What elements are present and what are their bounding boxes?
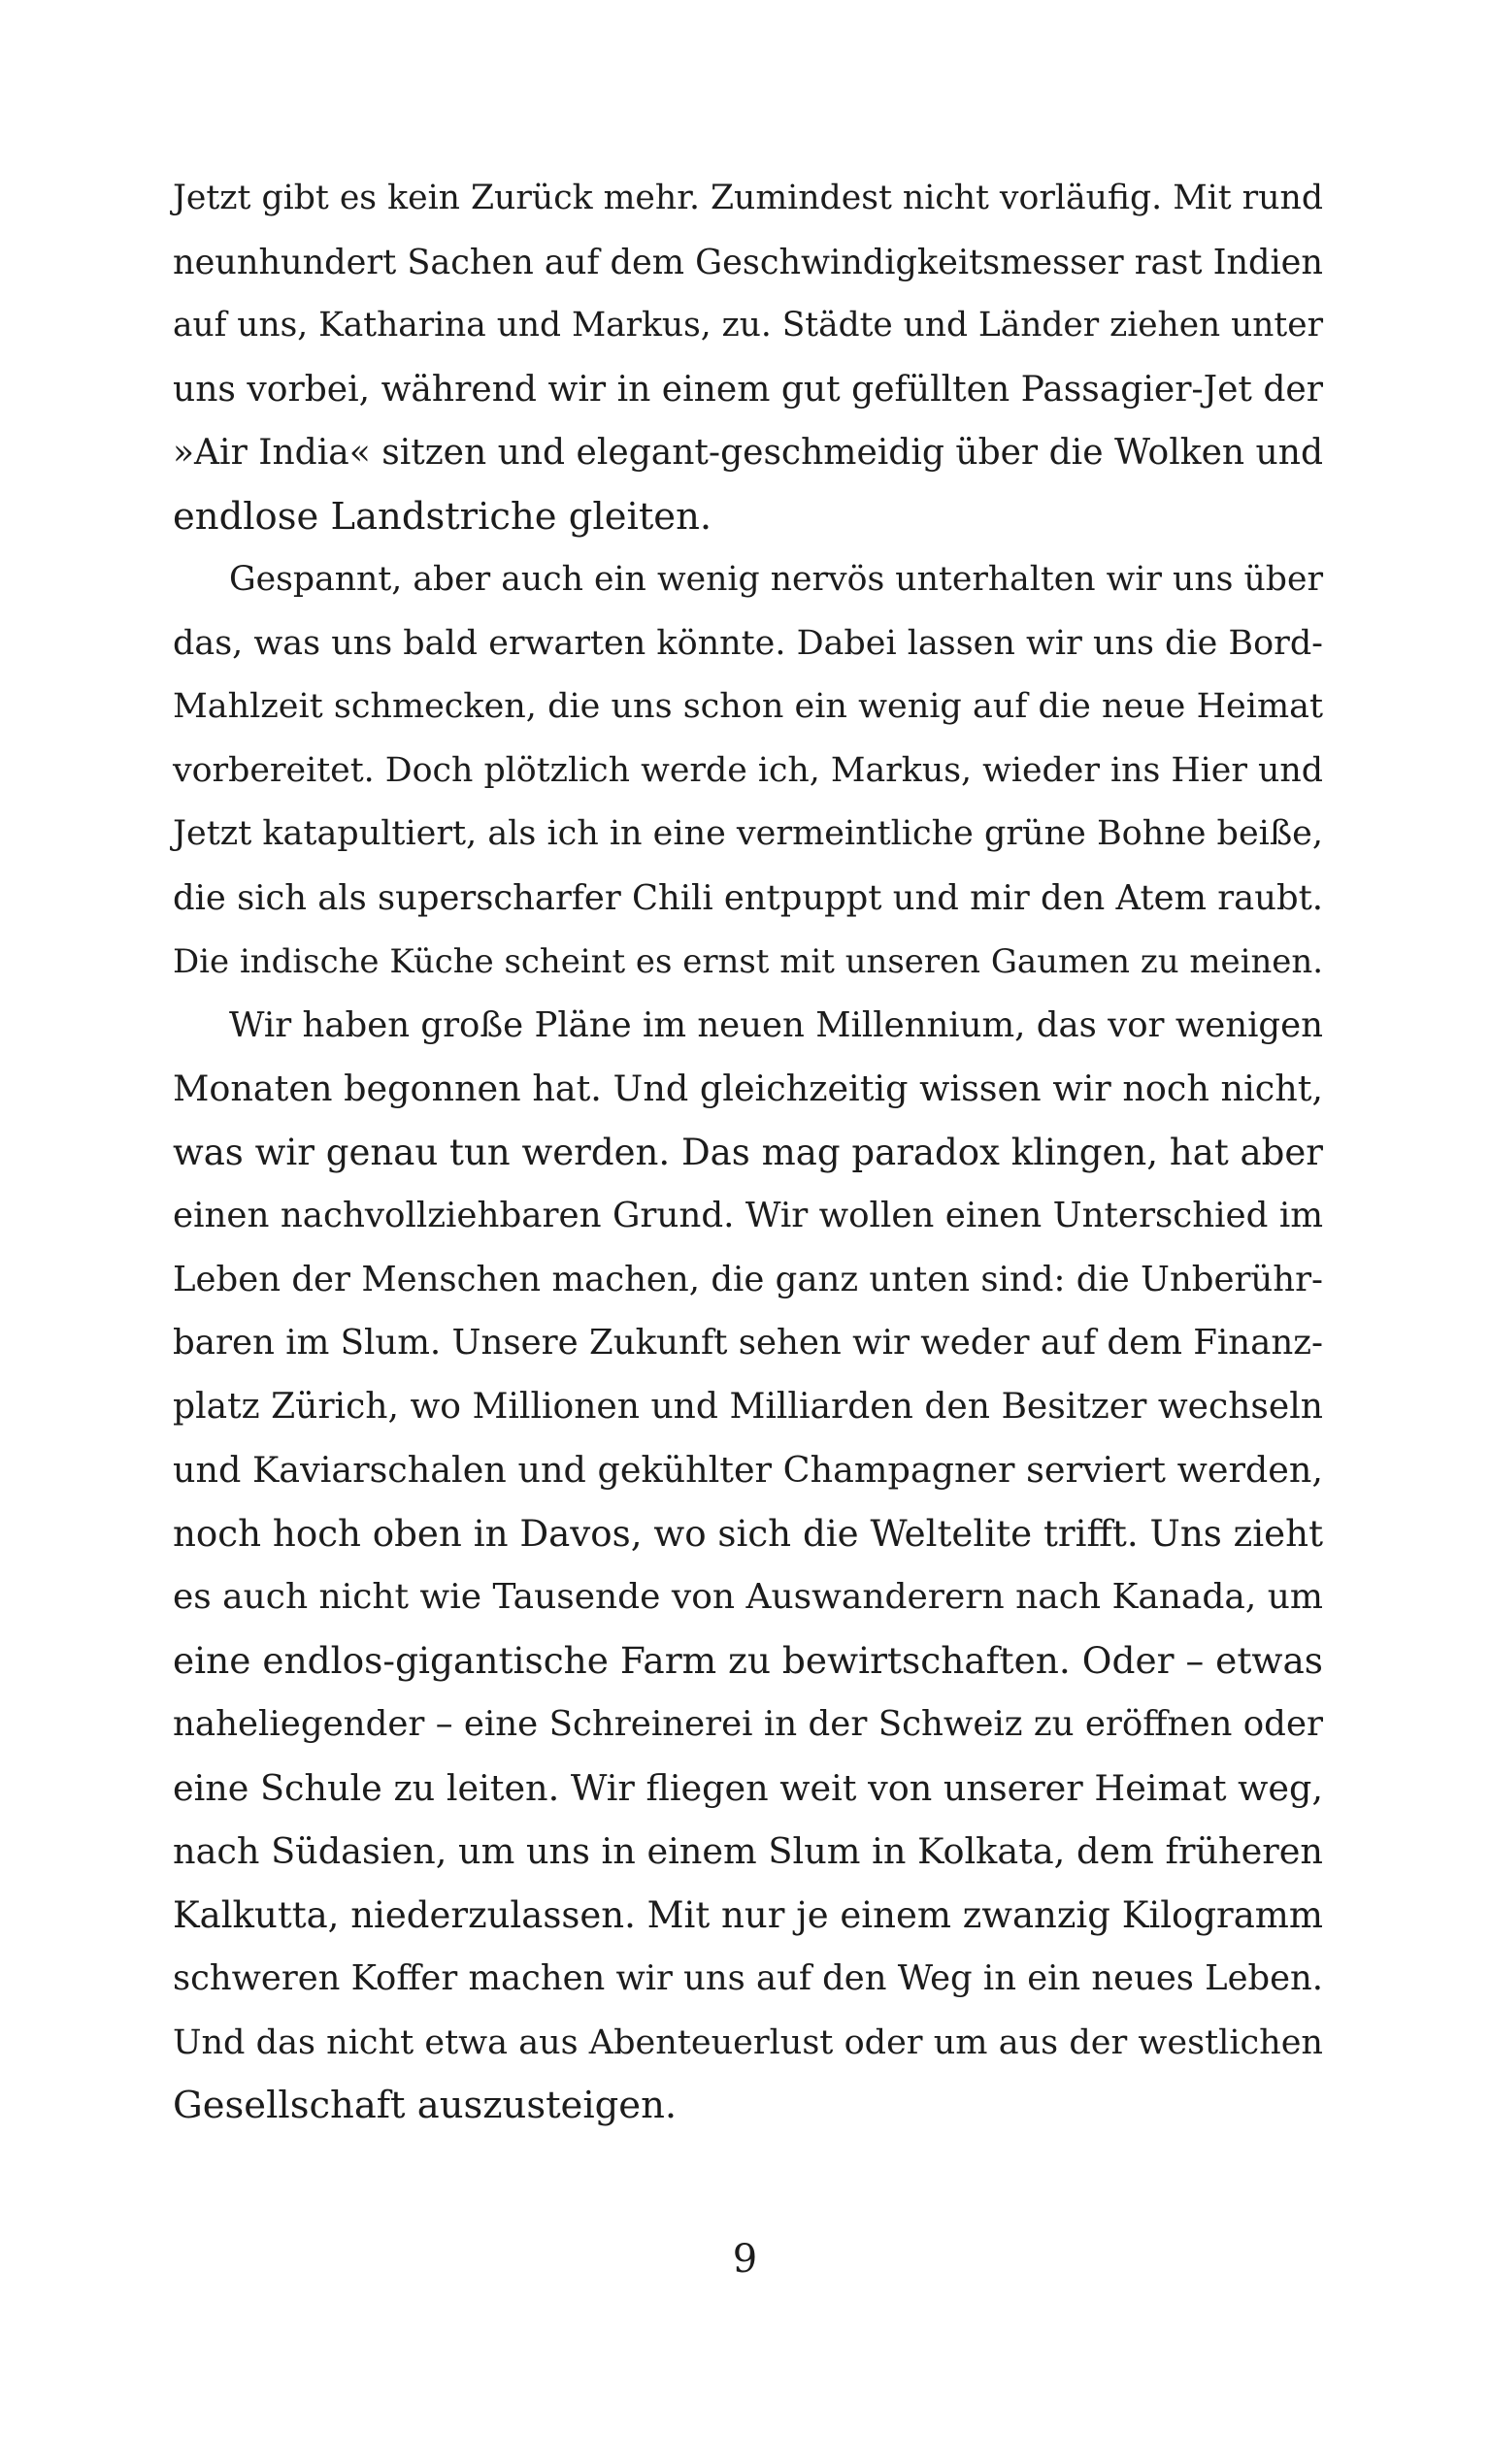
- text-line: Monaten begonnen hat. Und gleichzeitig wissen wir noch nicht,: [173, 1068, 1323, 1109]
- text-line: neunhundert Sachen auf dem Geschwindigkeitsmesser rast Indien: [173, 242, 1323, 282]
- paragraph-1: [173, 167, 1323, 548]
- text-line: noch hoch oben in Davos, wo sich die Weltelite trifft. Uns zieht: [173, 1512, 1323, 1555]
- text-line: eine endlos-gigantische Farm zu bewirtschaften. Oder – etwas: [173, 1638, 1323, 1682]
- text-line: Jetzt gibt es kein Zurück mehr. Zumindest nicht vorläufig. Mit rund: [173, 179, 1323, 217]
- text-line: endlose Landstriche gleiten.: [173, 494, 712, 539]
- text-line: naheliegender – eine Schreinerei in der Schweiz zu eröffnen oder: [173, 1704, 1323, 1744]
- body-text: [173, 167, 1323, 2138]
- text-line: auf uns, Katharina und Markus, zu. Städte und Länder ziehen unter: [173, 306, 1323, 345]
- text-line: Wir haben große Pläne im neuen Millennium, das vor wenigen: [229, 1004, 1323, 1045]
- text-line: schweren Koffer machen wir uns auf den Weg in ein neues Leben.: [173, 1958, 1323, 1998]
- text-line: eine Schule zu leiten. Wir fliegen weit von unserer Heimat weg,: [173, 1766, 1323, 1809]
- text-line: einen nachvollziehbaren Grund. Wir wollen einen Unterschied im: [173, 1196, 1323, 1235]
- text-line: und Kaviarschalen und gekühlter Champagner serviert werden,: [173, 1449, 1323, 1491]
- text-line: das, was uns bald erwarten könnte. Dabei lassen wir uns die Bord-: [173, 623, 1323, 663]
- paragraph-2: [173, 548, 1323, 994]
- text-line: Gesellschaft auszusteigen.: [173, 2084, 678, 2127]
- text-line: Und das nicht etwa aus Abenteuerlust oder um aus der westlichen: [173, 2021, 1323, 2062]
- text-line: vorbereitet. Doch plötzlich werde ich, Markus, wieder ins Hier und: [173, 750, 1323, 790]
- page-number: 9: [732, 2237, 758, 2282]
- text-line: Mahlzeit schmecken, die uns schon ein wenig auf die neue Heimat: [173, 687, 1323, 726]
- paragraph-3: [173, 994, 1323, 2138]
- text-line: es auch nicht wie Tausende von Auswanderern nach Kanada, um: [173, 1577, 1323, 1617]
- text-line: Jetzt katapultiert, als ich in eine vermeintliche grüne Bohne beiße,: [173, 814, 1323, 853]
- text-line: Leben der Menschen machen, die ganz unten sind: die Unberühr-: [173, 1259, 1323, 1299]
- text-line: die sich als superscharfer Chili entpuppt und mir den Atem raubt.: [173, 877, 1323, 918]
- text-line: nach Südasien, um uns in einem Slum in Kolkata, dem früheren: [173, 1830, 1323, 1872]
- text-line: Kalkutta, niederzulassen. Mit nur je einem zwanzig Kilogramm: [173, 1893, 1323, 1936]
- text-line: Die indische Küche scheint es ernst mit unseren Gaumen zu meinen.: [173, 942, 1323, 980]
- text-line: »Air India« sitzen und elegant-geschmeidig über die Wolken und: [173, 433, 1323, 473]
- text-line: uns vorbei, während wir in einem gut gefüllten Passagier-Jet der: [173, 368, 1323, 410]
- text-line: was wir genau tun werden. Das mag paradox klingen, hat aber: [173, 1131, 1323, 1173]
- text-line: baren im Slum. Unsere Zukunft sehen wir weder auf dem Finanz-: [173, 1323, 1323, 1363]
- text-line: platz Zürich, wo Millionen und Milliarden den Besitzer wechseln: [173, 1385, 1323, 1427]
- text-line: Gespannt, aber auch ein wenig nervös unterhalten wir uns über: [229, 560, 1323, 599]
